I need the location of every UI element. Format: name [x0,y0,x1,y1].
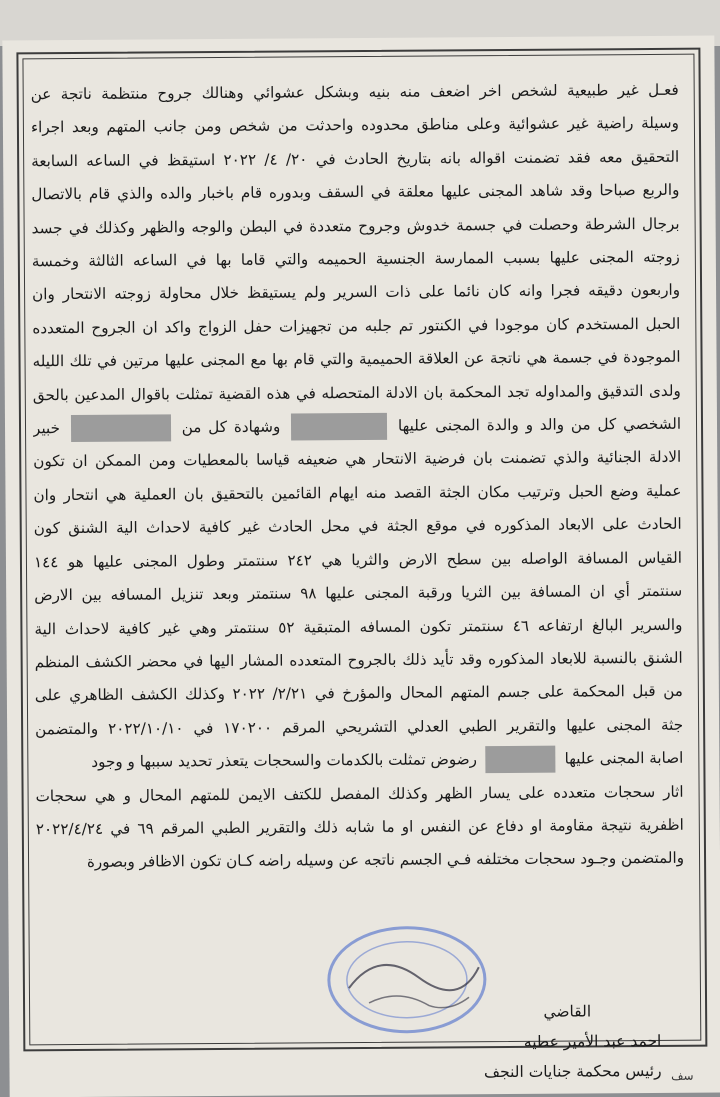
document-body [31,74,685,880]
text-line: اثار سحجات متعدده على يسار الظهر وكذلك المفصل للكتف الايمن للمتهم المحال و هي سحجات [35,782,684,805]
text-line: برجال الشرطة وحصلت في جسمة خدوش وجروح متعددة في البطن والوجه والظهر وكذلك في جسد [31,214,680,237]
text-line: والربع صباحا وقد شاهد المجنى عليها معلقة في السقف وبدوره قام باخبار والده والذي قام بالاتصال [31,180,680,204]
text-line: اظفرية نتيجة مقاومة او دفاع عن النفس او ما شابه ذلك والتقرير الطبي المرقم ٦٩ في ٢٠٢٢/٤/٢٤ [35,815,684,839]
text-fragment: وشهادة كل من [181,417,281,437]
text-line: التحقيق معه فقد تضمنت اقواله بانه بتاريخ الحادث في ٢٠/ ٤/ ٢٠٢٢ استيقظ في الساعه السابعة [31,147,680,171]
judge-signature-block [483,996,661,1087]
text-line: من قبل المحكمة على جسم المتهم المحال والمؤرخ في ٢/٢١/ ٢٠٢٢ وكذلك الكشف الظاهري على [34,682,683,705]
text-line: والسرير البالغ ارتفاعه ٤٦ سنتمتر تكون المسافه المتبقية ٥٢ سنتمتر وهي غير كافية لاحداث الية [34,615,683,638]
text-fragment: الشخصي كل من والد و والدة المجنى عليها [397,414,682,435]
redaction-block [486,746,556,773]
text-line: واربعون دقيقه فجرا وانه كان نائما على ذات السرير ولم يستيقظ خلال محاولة زوجته الانتحار وان [32,281,681,304]
text-line: الادلة الجنائية والذي تضمنت بان فرضية الانتحار هي ضعيفه قياسا بالمعطيات ومن الممكن ان تكون [33,448,682,471]
court-stamp-icon [308,917,499,1038]
text-line: سنتمتر أي ان المسافة بين الثريا ورقبة المجنى عليها ٩٨ سنتمتر وبعد تنزيل المسافه بين الارض [34,581,683,605]
text-fragment: اصابة المجنى عليها [564,748,684,768]
text-line: الشنق بالنسبة للابعاد المذكوره وقد تأيد ذلك بالجروح المتعدده المشار اليها في محضر الكشف المنظم [34,648,683,672]
redaction-block [71,414,171,442]
redaction-block [291,413,387,441]
text-line: والمتضمن وجـود سحجات مختلفه فـي الجسم ناتجه عن وسيله راضه كـان تكون الاظافر وبصورة [86,849,685,872]
text-line: الحبل المستخدم كان موجودا في الكنتور تم جلبه من تجهيزات حفل الزواج واكد ان الجروح المتعدده [32,314,681,338]
text-fragment: خبير [32,419,61,438]
text-line: جثة المجنى عليها والتقرير الطبي العدلي التشريحي المرقم ١٧٠٢٠٠ في ٢٠٢٢/١٠/١٠ والمتضمن [35,715,684,739]
text-line: فعـل غير طبيعية لشخص اخر اضعف منه بنيه وبشكل عشوائي وهنالك جروح منتظمة ناتجة عن [30,80,679,104]
court-document-page [2,36,720,1097]
text-fragment: رضوض تمثلت بالكدمات والسحجات يتعذر تحديد سببها و وجود [91,750,478,772]
signature-name: احمد عبد الأمير عطيه [523,1031,662,1051]
footer-mark: سف [671,1068,694,1083]
text-line: عملية وضع الحبل وترتيب مكان الجثة القصد منه ايهام القائمين بالتحقيق بان العملية هي انتحار وان [33,481,682,505]
signature-position: رئيس محكمة جنايات النجف [483,1061,662,1082]
text-line: وسيلة راضية غير عشوائية وعلى مناطق محدوده واحدثت من شخص ومن جانب المتهم وبعد اجراء [30,114,679,137]
text-line: القياس المسافة الواصله بين سطح الارض والثريا هي ٢٤٢ سنتمتر وطول المجنى عليها هو ١٤٤ [33,548,683,571]
text-line-redacted [35,742,683,780]
text-line: ولدى التدقيق والمداوله تجد المحكمة بان الادلة المتحصله في هذه القضية تمثلت باقوال المدعين بالحق [32,381,681,404]
text-line-redacted [33,408,681,446]
text-line: الموجودة في جسمة هي ناتجة عن العلاقة الحميمية والتي قام بها مع المجنى عليها مرتين في تلك الليله [32,348,681,371]
text-line: الحادث على الابعاد المذكوره في موقع الجثة في محل الحادث غير كافية لاحداث الية الشنق كون [33,515,682,538]
signature-title: القاضي [543,1002,592,1021]
text-line: زوجته المجنى عليها بسبب الممارسة الجنسية الحميمه والتي قاما بها في الساعه الثالثة وخمسة [31,247,680,271]
